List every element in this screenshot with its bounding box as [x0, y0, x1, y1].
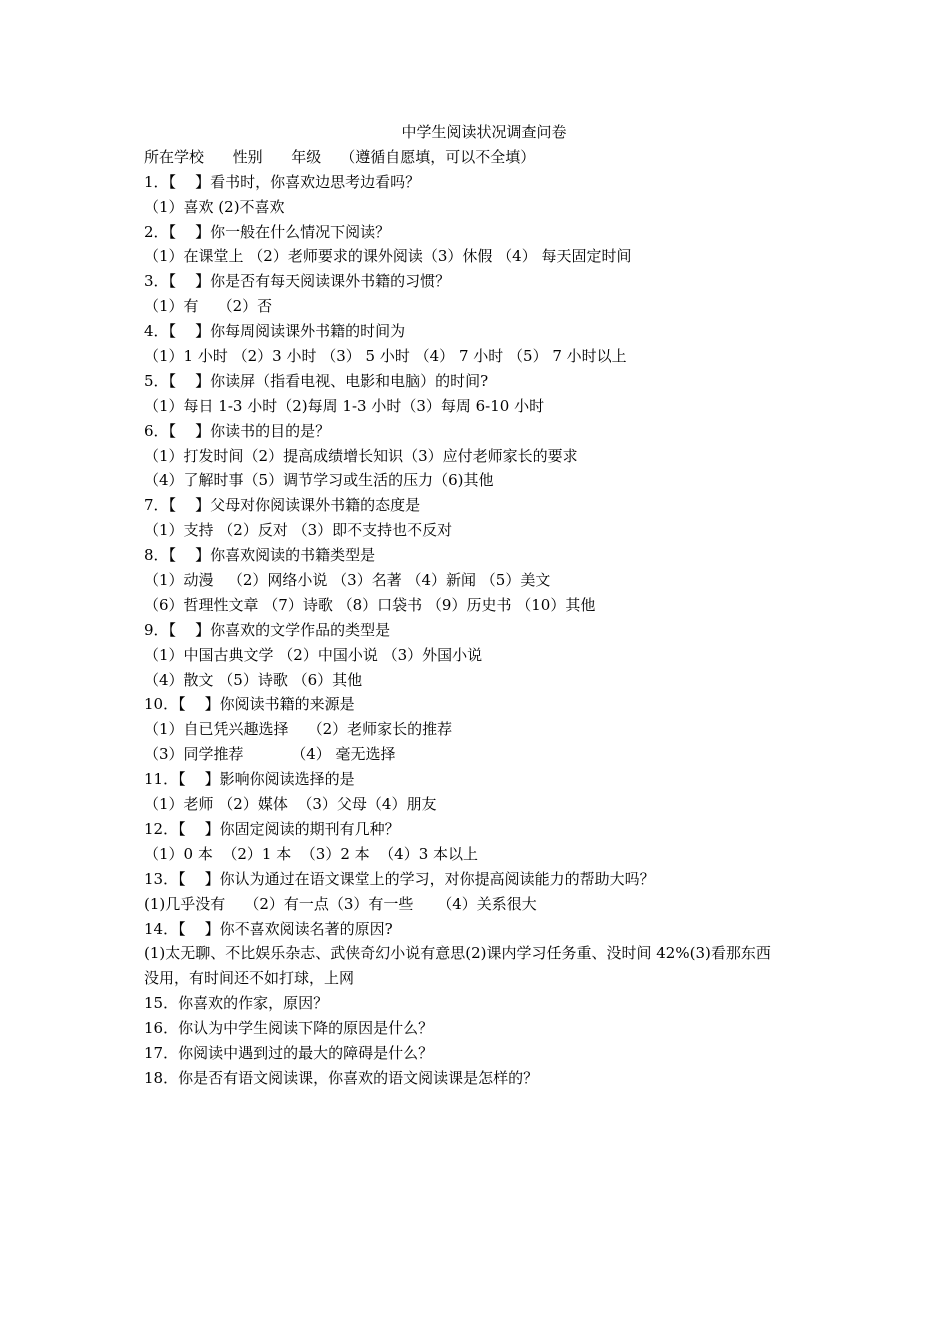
- respondent-info-line: 所在学校 性别 年级 （遵循自愿填，可以不全填）: [144, 147, 536, 166]
- answer-options-line: (1)几乎没有 （2）有一点（3）有一些 （4）关系很大: [144, 894, 537, 913]
- answer-options-line: （1）支持 （2）反对 （3）即不支持也不反对: [144, 521, 453, 540]
- question-line: 16．你认为中学生阅读下降的原因是什么？: [144, 1019, 434, 1038]
- question-line: 5．【 】你读屏（指看电视、电影和电脑）的时间?: [144, 371, 489, 390]
- answer-options-line: （1）中国古典文学 （2）中国小说 （3）外国小说: [144, 645, 483, 664]
- document-title: 中学生阅读状况调查问卷: [401, 123, 567, 141]
- answer-options-line: （1）0 本 （2）1 本 （3）2 本 （4）3 本以上: [144, 844, 479, 863]
- answer-options-line: （4）散文 （5）诗歌 （6）其他: [144, 670, 363, 689]
- question-line: 1．【 】看书时，你喜欢边思考边看吗？: [144, 172, 421, 191]
- answer-options-line: （1）自已凭兴趣选择 （2）老师家长的推荐: [144, 720, 453, 739]
- question-line: 15．你喜欢的作家，原因？: [144, 994, 329, 1013]
- question-line: 10．【 】你阅读书籍的来源是: [144, 695, 355, 714]
- answer-options-line: （4）了解时事（5）调节学习或生活的压力（6)其他: [144, 471, 494, 490]
- question-line: 11．【 】影响你阅读选择的是: [144, 770, 355, 789]
- question-line: 8．【 】你喜欢阅读的书籍类型是: [144, 546, 376, 565]
- question-line: 13．【 】你认为通过在语文课堂上的学习，对你提高阅读能力的帮助大吗？: [144, 869, 655, 888]
- answer-options-line: （1）动漫 （2）网络小说 （3）名著 （4）新闻 （5）美文: [144, 571, 551, 590]
- question-line: 2．【 】你一般在什么情况下阅读？: [144, 222, 391, 241]
- question-line: 7．【 】父母对你阅读课外书籍的态度是: [144, 496, 421, 515]
- answer-options-line: (1)太无聊、不比娱乐杂志、武侠奇幻小说有意思(2)课内学习任务重、没时间 42%(3)看那东西: [144, 944, 771, 963]
- question-line: 12．【 】你固定阅读的期刊有几种？: [144, 819, 400, 838]
- answer-options-line: （1）1 小时 （2）3 小时 （3） 5 小时 （4） 7 小时 （5） 7 小时以上: [144, 347, 627, 366]
- question-line: 6．【 】你读书的目的是？: [144, 421, 331, 440]
- answer-options-line: （1）有 （2）否: [144, 297, 273, 316]
- answer-options-line: 没用，有时间还不如打球，上网: [144, 969, 355, 988]
- answer-options-line: （1）在课堂上 （2）老师要求的课外阅读（3）休假 （4） 每天固定时间: [144, 247, 632, 266]
- question-line: 9．【 】你喜欢的文学作品的类型是: [144, 620, 391, 639]
- question-line: 4．【 】你每周阅读课外书籍的时间为: [144, 322, 406, 341]
- answer-options-line: （1）每日 1-3 小时（2)每周 1-3 小时（3）每周 6-10 小时: [144, 396, 545, 415]
- question-line: 18．你是否有语文阅读课，你喜欢的语文阅读课是怎样的？: [144, 1068, 539, 1087]
- answer-options-line: （1）打发时间（2）提高成绩增长知识（3）应付老师家长的要求: [144, 446, 578, 465]
- question-line: 3．【 】你是否有每天阅读课外书籍的习惯？: [144, 272, 451, 291]
- questionnaire-body: [144, 170, 824, 1091]
- answer-options-line: （1）喜欢 (2)不喜欢: [144, 197, 285, 216]
- question-line: 17．你阅读中遇到过的最大的障碍是什么？: [144, 1043, 434, 1062]
- answer-options-line: （3）同学推荐 （4） 毫无选择: [144, 745, 396, 764]
- answer-options-line: （1）老师 （2）媒体 （3）父母（4）朋友: [144, 795, 437, 814]
- answer-options-line: （6）哲理性文章 （7）诗歌 （8）口袋书 （9）历史书 （10）其他: [144, 595, 596, 614]
- question-line: 14．【 】你不喜欢阅读名著的原因?: [144, 919, 393, 938]
- document-page: [144, 120, 824, 1091]
